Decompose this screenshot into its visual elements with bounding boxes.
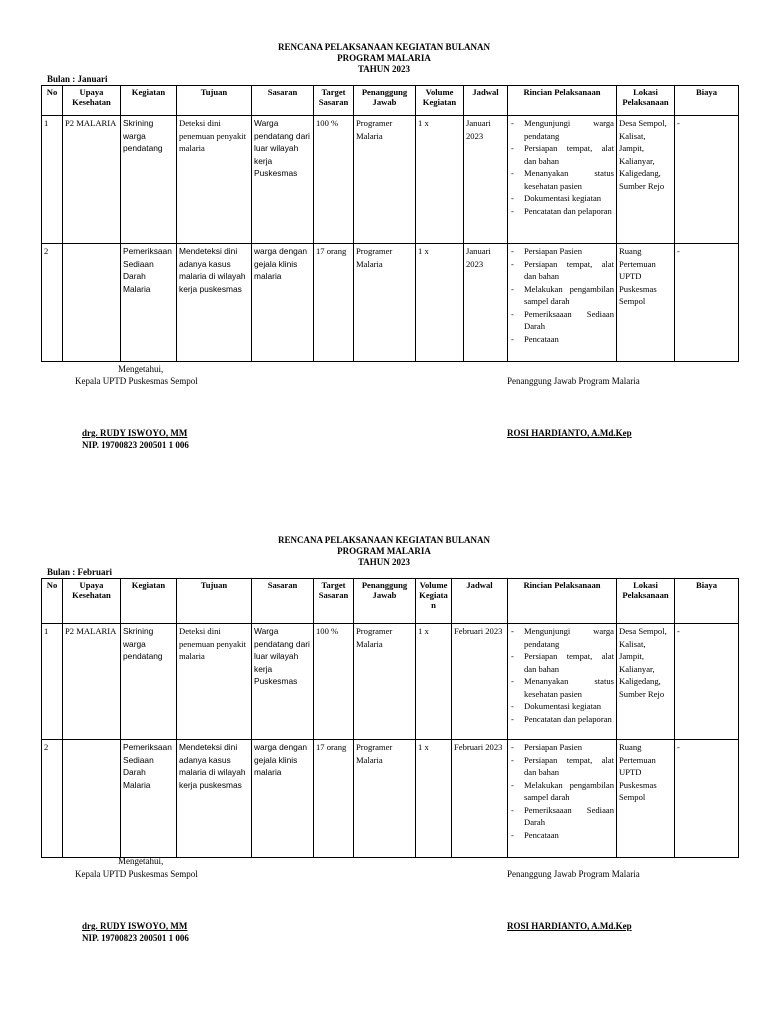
kepala-title: Kepala UPTD Puskesmas Sempol (75, 869, 198, 879)
rincian-item: - Melakukan pengambilan sampel darah (510, 283, 614, 308)
document-title (0, 42, 768, 75)
cell-tujuan: Mendeteksi dini adanya kasus malaria di wilayah kerja puskesmas (177, 740, 252, 858)
cell-target: 100 % (314, 116, 354, 244)
cell-upaya: P2 MALARIA (63, 116, 121, 244)
activity-plan-table (41, 85, 739, 362)
header-tujuan: Tujuan (177, 86, 252, 116)
cell-lokasi: Ruang Pertemuan UPTD Puskesmas Sempol (617, 244, 675, 362)
rincian-list (510, 741, 614, 841)
rincian-item: - Pencatatan dan pelaporan (510, 713, 614, 726)
rincian-item: - Dokumentasi kegiatan (510, 192, 614, 205)
header-sasaran: Sasaran (252, 579, 314, 624)
pj-title: Penanggung Jawab Program Malaria (507, 869, 640, 879)
month-label: Bulan : Januari (47, 74, 108, 84)
rincian-item: - Persiapan tempat, alat dan bahan (510, 754, 614, 779)
cell-penanggung: Programer Malaria (354, 624, 416, 740)
rincian-item: - Pencataan (510, 333, 614, 346)
document-title (0, 535, 768, 568)
rincian-item: - Pemeriksaaan Sediaan Darah (510, 804, 614, 829)
cell-target: 100 % (314, 624, 354, 740)
rincian-item: - Menanyakan status kesehatan pasien (510, 167, 614, 192)
header-jadwal: Jadwal (452, 579, 508, 624)
kepala-nip: NIP. 19700823 200501 1 006 (82, 933, 189, 943)
cell-biaya: - (675, 624, 739, 740)
title-line-3: TAHUN 2023 (357, 557, 411, 567)
cell-kegiatan: Pemeriksaan Sediaan Darah Malaria (121, 740, 177, 858)
cell-rincian (508, 624, 617, 740)
cell-upaya (63, 244, 121, 362)
header-rincian: Rincian Pelaksanaan (508, 86, 617, 116)
rincian-item: - Menanyakan status kesehatan pasien (510, 675, 614, 700)
rincian-item: - Mengunjungi warga pendatang (510, 625, 614, 650)
table-row (42, 244, 739, 362)
mengetahui-label: Mengetahui, (118, 856, 164, 866)
rincian-item: - Pemeriksaaan Sediaan Darah (510, 308, 614, 333)
activity-plan-table (41, 578, 739, 858)
rincian-item: - Pencatatan dan pelaporan (510, 205, 614, 218)
cell-biaya: - (675, 116, 739, 244)
cell-penanggung: Programer Malaria (354, 244, 416, 362)
cell-sasaran: warga dengan gejala klinis malaria (252, 244, 314, 362)
kepala-nip: NIP. 19700823 200501 1 006 (82, 440, 189, 450)
table-header-row (42, 579, 739, 624)
header-target: Target Sasaran (314, 86, 354, 116)
header-kegiatan: Kegiatan (121, 579, 177, 624)
header-penanggung: Penanggung Jawab (354, 86, 416, 116)
table-row (42, 116, 739, 244)
cell-penanggung: Programer Malaria (354, 116, 416, 244)
cell-volume: 1 x (416, 244, 464, 362)
cell-jadwal: Februari 2023 (452, 624, 508, 740)
cell-kegiatan: Pemeriksaan Sediaan Darah Malaria (121, 244, 177, 362)
cell-no: 1 (42, 116, 63, 244)
rincian-item: - Persiapan tempat, alat dan bahan (510, 650, 614, 675)
cell-volume: 1 x (416, 116, 464, 244)
pj-title: Penanggung Jawab Program Malaria (507, 376, 640, 386)
cell-jadwal: Januari 2023 (464, 116, 508, 244)
cell-target: 17 orang (314, 244, 354, 362)
title-line-1: RENCANA PELAKSANAAN KEGIATAN BULANAN (278, 535, 490, 545)
rincian-item: - Mengunjungi warga pendatang (510, 117, 614, 142)
rincian-item: - Persiapan tempat, alat dan bahan (510, 258, 614, 283)
cell-rincian (508, 116, 617, 244)
kepala-name: drg. RUDY ISWOYO, MM (82, 921, 188, 931)
cell-rincian (508, 740, 617, 858)
pj-name: ROSI HARDIANTO, A.Md.Kep (507, 921, 632, 931)
header-biaya: Biaya (675, 579, 739, 624)
mengetahui-label: Mengetahui, (118, 364, 164, 374)
rincian-list (510, 625, 614, 725)
rincian-item: - Melakukan pengambilan sampel darah (510, 779, 614, 804)
rincian-list (510, 117, 614, 217)
month-label: Bulan : Februari (47, 567, 113, 577)
cell-sasaran: warga dengan gejala klinis malaria (252, 740, 314, 858)
header-upaya: Upaya Kesehatan (63, 86, 121, 116)
cell-lokasi: Desa Sempol, Kalisat, Jampit, Kalianyar, Kaligedang, Sumber Rejo (617, 624, 675, 740)
header-tujuan: Tujuan (177, 579, 252, 624)
cell-jadwal: Januari 2023 (464, 244, 508, 362)
cell-penanggung: Programer Malaria (354, 740, 416, 858)
cell-target: 17 orang (314, 740, 354, 858)
header-penanggung: Penanggung Jawab (354, 579, 416, 624)
header-volume: Volume Kegiatan (416, 86, 464, 116)
title-line-2: PROGRAM MALARIA (337, 546, 431, 556)
cell-sasaran: Warga pendatang dari luar wilayah kerja Puskesmas (252, 116, 314, 244)
cell-volume: 1 x (416, 740, 452, 858)
rincian-item: - Pencataan (510, 829, 614, 842)
cell-tujuan: Deteksi dini penemuan penyakit malaria (177, 116, 252, 244)
rincian-item: - Dokumentasi kegiatan (510, 700, 614, 713)
pj-name: ROSI HARDIANTO, A.Md.Kep (507, 428, 632, 438)
header-jadwal: Jadwal (464, 86, 508, 116)
cell-tujuan: Mendeteksi dini adanya kasus malaria di wilayah kerja puskesmas (177, 244, 252, 362)
cell-kegiatan: Skrining warga pendatang (121, 116, 177, 244)
cell-jadwal: Februari 2023 (452, 740, 508, 858)
header-kegiatan: Kegiatan (121, 86, 177, 116)
header-volume: Volume Kegiatan (416, 579, 452, 624)
rincian-item: - Persiapan tempat, alat dan bahan (510, 142, 614, 167)
header-rincian: Rincian Pelaksanaan (508, 579, 617, 624)
kepala-title: Kepala UPTD Puskesmas Sempol (75, 376, 198, 386)
table-row (42, 624, 739, 740)
header-sasaran: Sasaran (252, 86, 314, 116)
title-line-1: RENCANA PELAKSANAAN KEGIATAN BULANAN (278, 42, 490, 52)
cell-no: 2 (42, 244, 63, 362)
cell-no: 2 (42, 740, 63, 858)
cell-biaya: - (675, 244, 739, 362)
cell-no: 1 (42, 624, 63, 740)
cell-kegiatan: Skrining warga pendatang (121, 624, 177, 740)
header-upaya: Upaya Kesehatan (63, 579, 121, 624)
cell-volume: 1 x (416, 624, 452, 740)
header-lokasi: Lokasi Pelaksanaan (617, 86, 675, 116)
cell-lokasi: Desa Sempol, Kalisat, Jampit, Kalianyar, Kaligedang, Sumber Rejo (617, 116, 675, 244)
cell-sasaran: Warga pendatang dari luar wilayah kerja Puskesmas (252, 624, 314, 740)
cell-lokasi: Ruang Pertemuan UPTD Puskesmas Sempol (617, 740, 675, 858)
rincian-item: - Persiapan Pasien (510, 245, 614, 258)
cell-rincian (508, 244, 617, 362)
title-line-3: TAHUN 2023 (357, 64, 411, 74)
header-biaya: Biaya (675, 86, 739, 116)
title-line-2: PROGRAM MALARIA (337, 53, 431, 63)
header-lokasi: Lokasi Pelaksanaan (617, 579, 675, 624)
table-row (42, 740, 739, 858)
rincian-item: - Persiapan Pasien (510, 741, 614, 754)
kepala-name: drg. RUDY ISWOYO, MM (82, 428, 188, 438)
header-target: Target Sasaran (314, 579, 354, 624)
rincian-list (510, 245, 614, 345)
header-no: No (42, 86, 63, 116)
cell-upaya (63, 740, 121, 858)
cell-biaya: - (675, 740, 739, 858)
cell-upaya: P2 MALARIA (63, 624, 121, 740)
table-header-row (42, 86, 739, 116)
cell-tujuan: Deteksi dini penemuan penyakit malaria (177, 624, 252, 740)
header-no: No (42, 579, 63, 624)
